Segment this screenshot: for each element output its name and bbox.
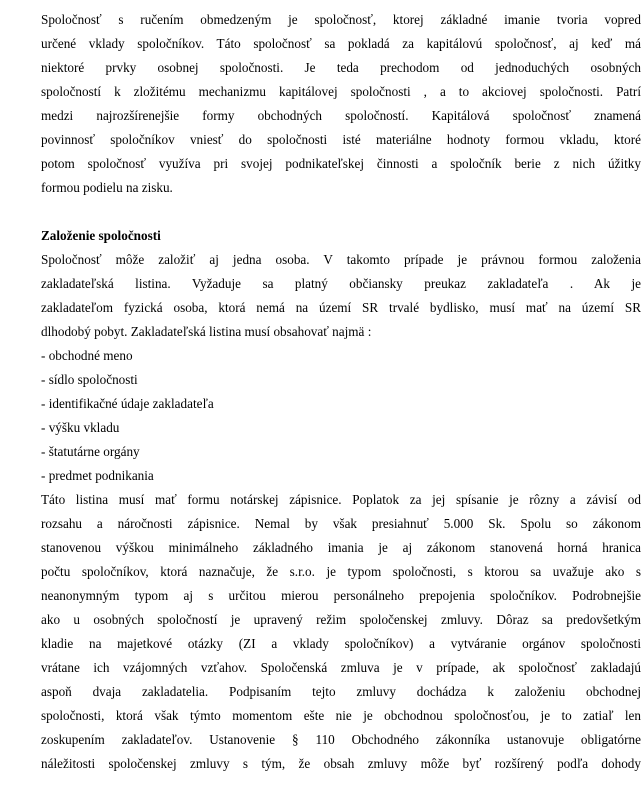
text-line: zakladateľom fyzická osoba, ktorá nemá na území SR trvalé bydlisko, musí mať na území SR xyxy=(41,300,641,315)
text-line: niektoré prvky osobnej spoločnosti. Je teda prechodom od jednoduchých osobných xyxy=(41,60,641,75)
text-line: Spoločnosť môže založiť aj jedna osoba. V takomto prípade je právnou formou založenia xyxy=(41,252,641,267)
list-item: - identifikačné údaje zakladateľa xyxy=(41,396,214,411)
text-line: zakladateľská listina. Vyžaduje sa platný občiansky preukaz zakladateľa . Ak je xyxy=(41,276,641,291)
text-line: kladie na majetkové otázky (ZI a vklady spoločníkov) a vytváranie orgánov spoločnosti xyxy=(41,636,641,651)
document-text xyxy=(41,8,641,776)
text-line: náležitosti spoločenskej zmluvy s tým, že obsah zmluvy môže byť rozšírený podľa dohody xyxy=(41,756,641,771)
text-line: spoločnosti, ktorá však týmto momentom ešte nie je obchodnou spoločnosťou, je to zatiaľ len xyxy=(41,708,641,723)
text-line: počtu spoločníkov, ktorá naznačuje, že s.r.o. je typom spoločnosti, s ktorou sa uvažuje ako s xyxy=(41,564,641,579)
text-line: spoločností k zložitému mechanizmu kapitálovej spoločnosti , a to akciovej spoločnosti. Patrí xyxy=(41,84,641,99)
text-line: povinnosť spoločníkov vniesť do spoločnosti isté materiálne hodnoty formou vkladu, ktoré xyxy=(41,132,641,147)
text-line: ako u osobných spoločností je upravený režim spoločenskej zmluvy. Dôraz sa predovšetkým xyxy=(41,612,641,627)
text-line: vrátane ich vzájomných vzťahov. Spoločenská zmluva je v prípade, ak spoločnosť zakladajú xyxy=(41,660,641,675)
text-line: dlhodobý pobyt. Zakladateľská listina musí obsahovať najmä : xyxy=(41,324,372,339)
list-item: - výšku vkladu xyxy=(41,420,120,435)
list-item: - sídlo spoločnosti xyxy=(41,372,138,387)
text-line: Táto listina musí mať formu notárskej zápisnice. Poplatok za jej spísanie je rôzny a závisí od xyxy=(41,492,641,507)
text-line: Spoločnosť s ručením obmedzeným je spoločnosť, ktorej základné imanie tvoria vopred xyxy=(41,12,641,27)
text-line: medzi najrozšírenejšie formy obchodných spoločností. Kapitálová spoločnosť znamená xyxy=(41,108,641,123)
text-line: formou podielu na zisku. xyxy=(41,180,173,195)
paragraph-spacer xyxy=(41,200,641,224)
section-heading: Založenie spoločnosti xyxy=(41,228,161,243)
list-item: - štatutárne orgány xyxy=(41,444,140,459)
list-item: - predmet podnikania xyxy=(41,468,154,483)
text-line: rozsahu a náročnosti zápisnice. Nemal by však presiahnuť 5.000 Sk. Spolu so zákonom xyxy=(41,516,641,531)
text-line: stanovenou výškou minimálneho základného imania je aj zákonom stanovená horná hranica xyxy=(41,540,641,555)
text-line: zoskupením zakladateľov. Ustanovenie § 110 Obchodného zákonníka ustanovuje obligatórne xyxy=(41,732,641,747)
text-line: potom spoločnosť využíva pri svojej podnikateľskej činnosti a spoločník berie z nich úžitky xyxy=(41,156,641,171)
list-item: - obchodné meno xyxy=(41,348,133,363)
text-line: neanonymným typom aj s určitou mierou personálneho prepojenia spoločníkov. Podrobnejšie xyxy=(41,588,641,603)
text-line: určené vklady spoločníkov. Táto spoločnosť sa pokladá za kapitálovú spoločnosť, aj keď má xyxy=(41,36,641,51)
text-line: aspoň dvaja zakladatelia. Podpisaním tejto zmluvy dochádza k založeniu obchodnej xyxy=(41,684,641,699)
